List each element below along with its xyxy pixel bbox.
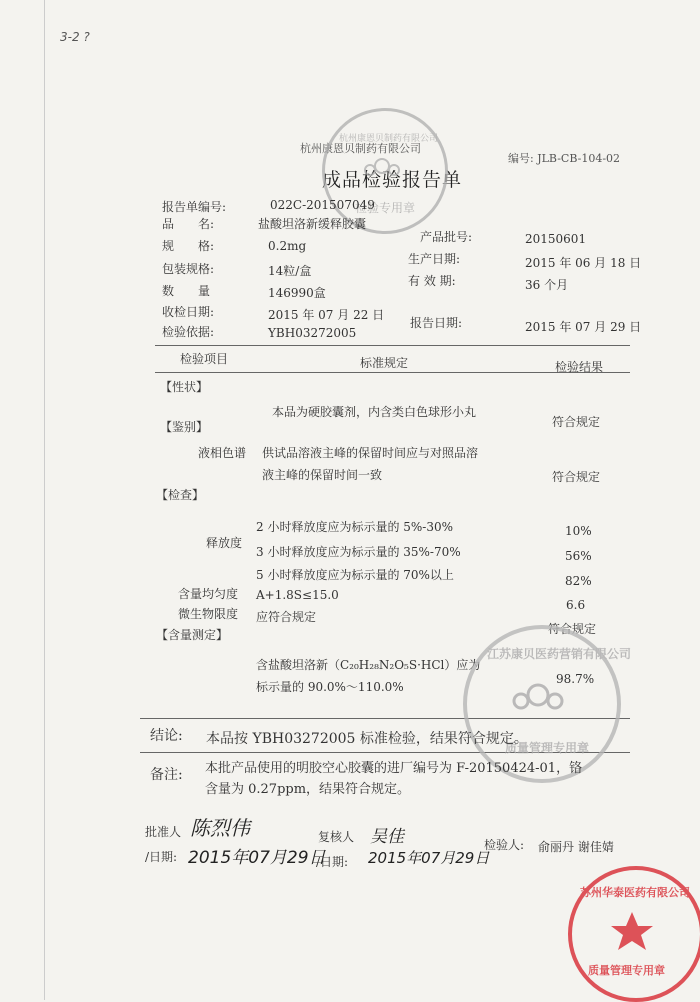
conclusion-label: 结论: <box>150 728 183 744</box>
section-assay: 【含量测定】 <box>156 628 229 642</box>
row-release-2h-standard: 2 小时释放度应为标示量的 5%-30% <box>256 520 454 534</box>
row-hplc-standard: 供试品溶液主峰的保留时间应与对照品溶 <box>262 446 479 460</box>
row-hplc-result: 符合规定 <box>552 470 601 484</box>
row-release-5h-standard: 5 小时释放度应为标示量的 70%以上 <box>256 568 454 582</box>
value-batch-no: 20150601 <box>525 232 587 246</box>
table-top-rule <box>155 345 630 346</box>
value-package: 14粒/盒 <box>268 264 312 278</box>
company-name: 杭州康恩贝制药有限公司 <box>300 142 421 155</box>
reviewer-date: 2015年07月29日 <box>368 849 490 867</box>
remarks-line-1: 本批产品使用的明胶空心胶囊的进厂编号为 F-20150424-01，铬 <box>205 761 583 776</box>
header-result: 检验结果 <box>555 360 604 374</box>
label-basis: 检验依据: <box>162 325 215 339</box>
scan-edge <box>44 0 45 1000</box>
value-spec: 0.2mg <box>268 239 307 253</box>
section-identification: 【鉴别】 <box>160 420 209 434</box>
row-character-standard: 本品为硬胶囊剂，内含类白色球形小丸 <box>272 405 477 419</box>
page-title: 成品检验报告单 <box>322 169 463 191</box>
row-uniformity-result: 6.6 <box>566 598 586 612</box>
suzhou-stamp-outer: 苏州华泰医药有限公司 <box>580 886 690 899</box>
suzhou-stamp <box>568 866 700 1002</box>
label-quantity: 数 量 <box>162 284 211 298</box>
row-release-item: 释放度 <box>206 536 243 550</box>
label-receive-date: 收检日期: <box>162 305 215 319</box>
approver-label: 批准人 <box>145 825 182 839</box>
inspection-stamp-inner: 检验专用章 <box>355 201 416 215</box>
inspection-stamp-outer: 杭州康恩贝制药有限公司 <box>339 134 439 144</box>
document-code: 编号: JLB-CB-104-02 <box>508 152 621 165</box>
reviewer-signature: 吴佳 <box>370 827 404 847</box>
row-uniformity-standard: A+1.8S≤15.0 <box>256 588 339 602</box>
suzhou-stamp-inner: 质量管理专用章 <box>588 964 665 977</box>
value-quantity: 146990盒 <box>268 286 326 300</box>
value-production-date: 2015 年 06 月 18 日 <box>525 256 642 270</box>
row-assay-result: 98.7% <box>556 672 595 686</box>
row-microbe-standard: 应符合规定 <box>256 610 317 624</box>
section-examination: 【检查】 <box>156 488 205 502</box>
row-assay-standard-2: 标示量的 90.0%～110.0% <box>256 680 404 694</box>
remarks-label: 备注: <box>150 767 183 783</box>
row-microbe-result: 符合规定 <box>548 622 597 636</box>
inspector-names: 俞丽丹 谢佳婧 <box>538 840 614 854</box>
label-product-name: 品 名: <box>162 217 215 231</box>
label-report-date: 报告日期: <box>410 316 463 330</box>
approver-signature: 陈烈伟 <box>190 816 250 840</box>
row-release-3h-result: 56% <box>565 549 592 563</box>
label-production-date: 生产日期: <box>408 252 461 266</box>
value-report-date: 2015 年 07 月 29 日 <box>525 320 642 334</box>
row-microbe-item: 微生物限度 <box>178 607 239 621</box>
approver-date-label: /日期: <box>145 850 178 864</box>
section-character: 【性状】 <box>160 380 209 394</box>
label-batch-no: 产品批号: <box>420 230 473 244</box>
value-expiry: 36 个月 <box>525 278 569 292</box>
header-item: 检验项目 <box>180 352 229 366</box>
value-report-no: 022C-201507049 <box>270 198 375 212</box>
row-uniformity-item: 含量均匀度 <box>178 587 239 601</box>
row-hplc-standard-2: 液主峰的保留时间一致 <box>262 468 383 482</box>
remarks-line-2: 含量为 0.27ppm，结果符合规定。 <box>205 782 411 797</box>
header-standard: 标准规定 <box>360 356 409 370</box>
value-receive-date: 2015 年 07 月 22 日 <box>268 308 385 322</box>
label-expiry: 有 效 期: <box>408 274 456 288</box>
row-release-5h-result: 82% <box>565 574 592 588</box>
corner-note: 3-2 ? <box>60 30 90 44</box>
inspector-label: 检验人: <box>484 838 525 852</box>
row-hplc-item: 液相色谱 <box>198 446 247 460</box>
label-report-no: 报告单编号: <box>162 200 227 214</box>
value-product-name: 盐酸坦洛新缓释胶囊 <box>258 217 367 231</box>
row-release-3h-standard: 3 小时释放度应为标示量的 35%-70% <box>256 545 461 559</box>
row-assay-standard: 含盐酸坦洛新（C₂₀H₂₈N₂O₅S·HCl）应为 <box>256 658 481 672</box>
conclusion-text: 本品按 YBH03272005 标准检验，结果符合规定。 <box>206 731 528 747</box>
distributor-stamp-outer: 江苏康贝医药营销有限公司 <box>487 647 632 661</box>
row-release-2h-result: 10% <box>565 524 592 538</box>
value-basis: YBH03272005 <box>268 326 357 340</box>
label-package: 包装规格: <box>162 262 215 276</box>
row-character-result: 符合规定 <box>552 415 601 429</box>
distributor-stamp-inner: 质量管理专用章 <box>505 741 590 755</box>
reviewer-date-label: /日期: <box>316 855 349 869</box>
approver-date: 2015年07月29日 <box>188 848 326 868</box>
label-spec: 规 格: <box>162 239 215 253</box>
reviewer-label: 复核人 <box>318 830 355 844</box>
